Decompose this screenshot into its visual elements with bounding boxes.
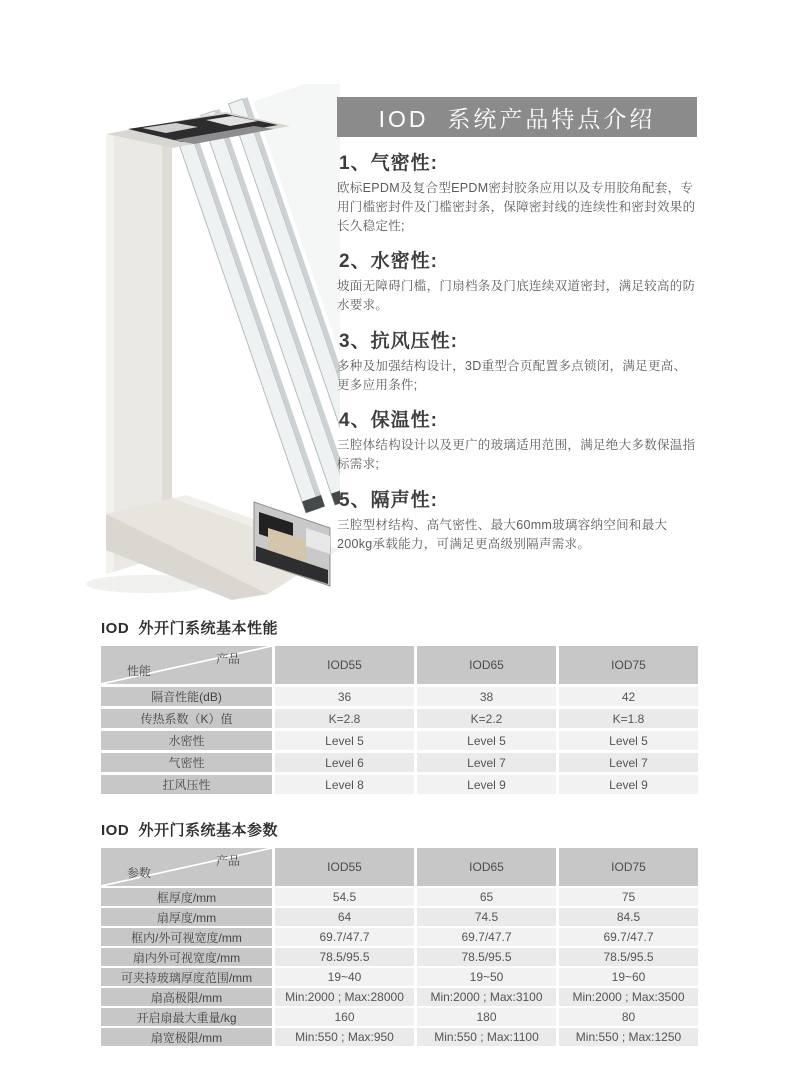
feature-watertightness	[337, 246, 697, 315]
table-row	[101, 709, 698, 728]
row-label: 扇厚度/mm	[101, 908, 272, 926]
row-label: 可夹持玻璃厚度范围/mm	[101, 968, 272, 986]
cell-value: 64	[275, 908, 414, 926]
cell-value: Min:2000 ; Max:3500	[559, 988, 698, 1006]
table-row	[101, 968, 698, 986]
banner-title: IOD 系统产品特点介绍	[378, 105, 656, 132]
cell-value: 42	[559, 687, 698, 706]
cell-value: 38	[417, 687, 556, 706]
column-header-iod65: IOD65	[417, 646, 556, 684]
cell-value: 78.5/95.5	[417, 948, 556, 966]
cell-value: Level 5	[275, 731, 414, 750]
column-header-iod65: IOD65	[417, 848, 556, 886]
cell-value: 19~60	[559, 968, 698, 986]
cell-value: Level 8	[275, 775, 414, 794]
row-label: 框内/外可视宽度/mm	[101, 928, 272, 946]
table-row	[101, 988, 698, 1006]
cell-value: 180	[417, 1008, 556, 1026]
column-header-iod75: IOD75	[559, 646, 698, 684]
cell-value: 84.5	[559, 908, 698, 926]
row-label: 框厚度/mm	[101, 888, 272, 906]
feature-airtightness	[337, 148, 697, 235]
table-row	[101, 948, 698, 966]
cell-value: Level 6	[275, 753, 414, 772]
row-label: 扇高极限/mm	[101, 988, 272, 1006]
cell-value: Level 9	[417, 775, 556, 794]
parameters-table	[101, 848, 698, 1046]
table-row	[101, 731, 698, 750]
table-header-row	[101, 848, 698, 886]
corner-cell	[101, 848, 272, 886]
feature-body: 坡面无障碍门槛，门扇档条及门底连续双道密封，满足较高的防水要求。	[337, 279, 696, 312]
cell-value: Min:550 ; Max:1250	[559, 1028, 698, 1046]
cell-value: 78.5/95.5	[275, 948, 414, 966]
feature-heading: 3、抗风压性:	[339, 330, 458, 352]
feature-heading: 1、气密性:	[339, 153, 438, 174]
door-profile-image	[78, 84, 340, 600]
cell-value: 19~40	[275, 968, 414, 986]
cell-value: 160	[275, 1008, 414, 1026]
table-row	[101, 908, 698, 926]
cell-value: K=2.2	[417, 709, 556, 728]
cell-value: 19~50	[417, 968, 556, 986]
row-label: 扇宽极限/mm	[101, 1028, 272, 1046]
cell-value: 78.5/95.5	[559, 948, 698, 966]
cell-value: 65	[417, 888, 556, 906]
cell-value: Level 5	[417, 731, 556, 750]
feature-heading: 2、水密性:	[339, 251, 438, 273]
feature-wind-resistance	[337, 326, 697, 395]
feature-heading: 5、隔声性:	[339, 489, 438, 511]
parameters-table-section	[101, 819, 698, 1048]
row-label: 水密性	[101, 731, 272, 750]
cell-value: Level 9	[559, 775, 698, 794]
table-row	[101, 753, 698, 772]
corner-label-metric: 性能	[127, 664, 152, 678]
row-label: 开启扇最大重量/kg	[101, 1008, 272, 1026]
table-row	[101, 888, 698, 906]
cell-value: K=2.8	[275, 709, 414, 728]
cell-value: K=1.8	[559, 709, 698, 728]
feature-body: 多种及加强结构设计，3D重型合页配置多点锁闭，满足更高、更多应用条件;	[337, 358, 687, 392]
row-label: 隔音性能(dB)	[101, 687, 272, 706]
performance-table-section	[101, 617, 698, 797]
parameters-table-title: IOD 外开门系统基本参数	[101, 822, 279, 839]
row-label: 传热系数（K）值	[101, 709, 272, 728]
column-header-iod55: IOD55	[275, 646, 414, 684]
table-row	[101, 775, 698, 794]
feature-list	[337, 148, 697, 553]
row-label: 扛风压性	[101, 775, 272, 794]
feature-sound-insulation	[337, 485, 697, 554]
feature-body: 欧标EPDM及复合型EPDM密封胶条应用以及专用胶角配套，专用门槛密封件及门槛密封条，保障密封线的连续性和密封效果的长久稳定性;	[337, 181, 696, 233]
cell-value: 36	[275, 687, 414, 706]
cell-value: 80	[559, 1008, 698, 1026]
table-row	[101, 1008, 698, 1026]
cell-value: Min:550 ; Max:950	[275, 1028, 414, 1046]
glass-panes	[172, 84, 340, 517]
table-row	[101, 687, 698, 706]
feature-heading: 4、保温性:	[339, 410, 438, 432]
column-header-iod55: IOD55	[275, 848, 414, 886]
cell-value: Min:550 ; Max:1100	[417, 1028, 556, 1046]
row-label: 扇内外可视宽度/mm	[101, 948, 272, 966]
feature-column	[337, 97, 697, 553]
cell-value: 75	[559, 888, 698, 906]
feature-thermal-insulation	[337, 405, 697, 474]
table-header-row	[101, 646, 698, 684]
cell-value: Min:2000 ; Max:28000	[275, 988, 414, 1006]
corner-label-product: 产品	[215, 854, 240, 868]
cell-value: 54.5	[275, 888, 414, 906]
performance-table-title: IOD 外开门系统基本性能	[101, 620, 279, 637]
corner-cell	[101, 646, 272, 684]
column-header-iod75: IOD75	[559, 848, 698, 886]
corner-label-product: 产品	[215, 652, 240, 666]
cell-value: Level 7	[417, 753, 556, 772]
performance-table	[101, 646, 698, 794]
table-row	[101, 928, 698, 946]
feature-body: 三腔体结构设计以及更广的玻璃适用范围，满足绝大多数保温指标需求;	[337, 438, 696, 471]
cell-value: 69.7/47.7	[559, 928, 698, 946]
feature-body: 三腔型材结构、高气密性、最大60mm玻璃容纳空间和最大200kg承载能力，可满足更高级别隔声需求。	[337, 517, 668, 551]
cell-value: 74.5	[417, 908, 556, 926]
cell-value: Level 7	[559, 753, 698, 772]
cell-value: 69.7/47.7	[417, 928, 556, 946]
cell-value: Min:2000 ; Max:3100	[417, 988, 556, 1006]
corner-label-parameter: 参数	[127, 866, 152, 880]
cell-value: 69.7/47.7	[275, 928, 414, 946]
row-label: 气密性	[101, 753, 272, 772]
table-row	[101, 1028, 698, 1046]
cell-value: Level 5	[559, 731, 698, 750]
section-banner	[337, 97, 697, 137]
